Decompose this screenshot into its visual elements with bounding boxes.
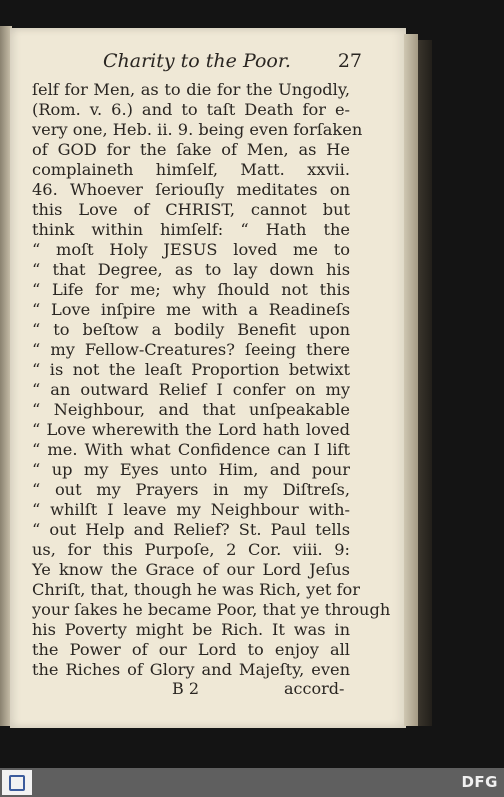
text-line: “ an outward Relief I confer on my — [32, 380, 350, 399]
text-line: “ is not the leaſt Proportion betwixt — [32, 360, 350, 379]
text-line: Ye know the Grace of our Lord Jeſus — [32, 560, 350, 579]
text-line: your ſakes he became Poor, that ye through — [32, 600, 391, 619]
catchword: accord- — [284, 679, 345, 698]
text-line: “ moſt Holy JESUS loved me to — [32, 240, 350, 259]
text-line: “ to beſtow a bodily Benefit upon — [32, 320, 350, 339]
signature-mark: B 2 — [172, 679, 200, 698]
body-text — [32, 80, 391, 680]
text-line: “ whilſt I leave my Neighbour with- — [32, 500, 350, 519]
text-line: “ that Degree, as to lay down his — [32, 260, 350, 279]
text-line: the Power of our Lord to enjoy all — [32, 640, 350, 659]
text-line: 46. Whoever ſeriouſly meditates on — [32, 180, 350, 199]
text-line: this Love of CHRIST, cannot but — [32, 200, 350, 219]
page-edges — [404, 34, 418, 726]
page-header — [20, 50, 360, 76]
page-number: 27 — [337, 50, 362, 72]
library-logo — [2, 770, 32, 795]
text-line: “ my Fellow-Creatures? ſeeing there — [32, 340, 350, 359]
book-cover-edge — [418, 40, 432, 726]
dfg-logo: DFG — [461, 773, 498, 791]
text-line: Chriſt, that, though he was Rich, yet for — [32, 580, 361, 599]
text-line: “ Love inſpire me with a Readineſs — [32, 300, 350, 319]
text-line: “ out my Prayers in my Diſtreſs, — [32, 480, 350, 499]
text-line: his Poverty might be Rich. It was in — [32, 620, 350, 639]
viewer-footer-bar — [0, 768, 504, 797]
text-line: “ me. With what Confidence can I lift — [32, 440, 350, 459]
text-line: of GOD for the ſake of Men, as He — [32, 140, 350, 159]
text-line: “ Love wherewith the Lord hath loved — [32, 420, 350, 439]
crest-icon — [9, 775, 25, 791]
text-line: think within himſelf: “ Hath the — [32, 220, 350, 239]
text-line: “ up my Eyes unto Him, and pour — [32, 460, 350, 479]
text-line: “ Life for me; why ſhould not this — [32, 280, 350, 299]
text-line: ſelf for Men, as to die for the Ungodly, — [32, 80, 350, 99]
text-line: us, for this Purpoſe, 2 Cor. viii. 9: — [32, 540, 350, 559]
text-line: very one, Heb. ii. 9. being even forſaken — [32, 120, 363, 139]
text-line: the Riches of Glory and Majeſty, even — [32, 660, 350, 679]
text-line: “ out Help and Relief? St. Paul tells — [32, 520, 350, 539]
running-head: Charity to the Poor. — [103, 50, 291, 72]
text-line: (Rom. v. 6.) and to taſt Death for e- — [32, 100, 350, 119]
text-line: complaineth himſelf, Matt. xxvii. — [32, 160, 350, 179]
text-line: “ Neighbour, and that unſpeakable — [32, 400, 350, 419]
